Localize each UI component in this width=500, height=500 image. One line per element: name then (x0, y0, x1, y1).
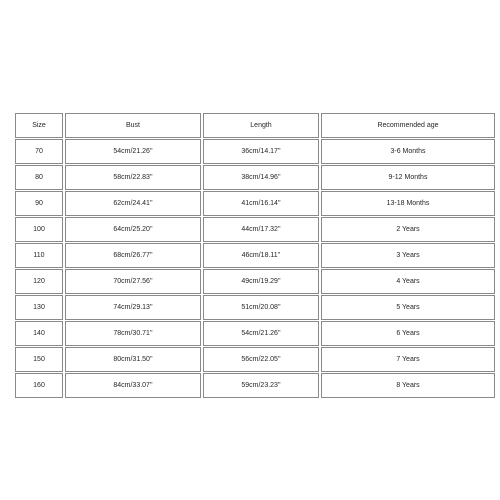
table-row (15, 269, 495, 294)
cell-bust: 58cm/22.83'' (65, 165, 201, 190)
cell-bust: 54cm/21.26'' (65, 139, 201, 164)
cell-length: 44cm/17.32'' (203, 217, 319, 242)
table-row (15, 321, 495, 346)
header-recommended-age: Recommended age (321, 113, 495, 138)
cell-recommended-age: 8 Years (321, 373, 495, 398)
cell-bust: 64cm/25.20'' (65, 217, 201, 242)
size-chart-table (13, 112, 497, 399)
cell-length: 38cm/14.96'' (203, 165, 319, 190)
cell-length: 51cm/20.08'' (203, 295, 319, 320)
cell-size: 120 (15, 269, 63, 294)
cell-recommended-age: 7 Years (321, 347, 495, 372)
cell-size: 160 (15, 373, 63, 398)
table-row (15, 373, 495, 398)
header-bust: Bust (65, 113, 201, 138)
cell-bust: 78cm/30.71'' (65, 321, 201, 346)
cell-size: 110 (15, 243, 63, 268)
cell-bust: 80cm/31.50'' (65, 347, 201, 372)
table-row (15, 165, 495, 190)
cell-length: 49cm/19.29'' (203, 269, 319, 294)
cell-size: 130 (15, 295, 63, 320)
cell-length: 36cm/14.17'' (203, 139, 319, 164)
cell-bust: 70cm/27.56'' (65, 269, 201, 294)
cell-recommended-age: 2 Years (321, 217, 495, 242)
table-row (15, 347, 495, 372)
cell-recommended-age: 13-18 Months (321, 191, 495, 216)
cell-bust: 74cm/29.13'' (65, 295, 201, 320)
table-header-row (15, 113, 495, 138)
cell-recommended-age: 9-12 Months (321, 165, 495, 190)
cell-recommended-age: 5 Years (321, 295, 495, 320)
cell-size: 70 (15, 139, 63, 164)
cell-recommended-age: 6 Years (321, 321, 495, 346)
header-length: Length (203, 113, 319, 138)
cell-bust: 62cm/24.41'' (65, 191, 201, 216)
cell-size: 150 (15, 347, 63, 372)
table-row (15, 191, 495, 216)
cell-recommended-age: 3 Years (321, 243, 495, 268)
table-row (15, 217, 495, 242)
cell-size: 80 (15, 165, 63, 190)
header-size: Size (15, 113, 63, 138)
table-row (15, 139, 495, 164)
cell-size: 100 (15, 217, 63, 242)
cell-length: 46cm/18.11'' (203, 243, 319, 268)
cell-length: 54cm/21.26'' (203, 321, 319, 346)
cell-recommended-age: 4 Years (321, 269, 495, 294)
cell-size: 90 (15, 191, 63, 216)
cell-recommended-age: 3-6 Months (321, 139, 495, 164)
cell-length: 56cm/22.05'' (203, 347, 319, 372)
cell-bust: 84cm/33.07'' (65, 373, 201, 398)
cell-bust: 68cm/26.77'' (65, 243, 201, 268)
table-row (15, 243, 495, 268)
cell-length: 59cm/23.23'' (203, 373, 319, 398)
table-row (15, 295, 495, 320)
cell-size: 140 (15, 321, 63, 346)
cell-length: 41cm/16.14'' (203, 191, 319, 216)
